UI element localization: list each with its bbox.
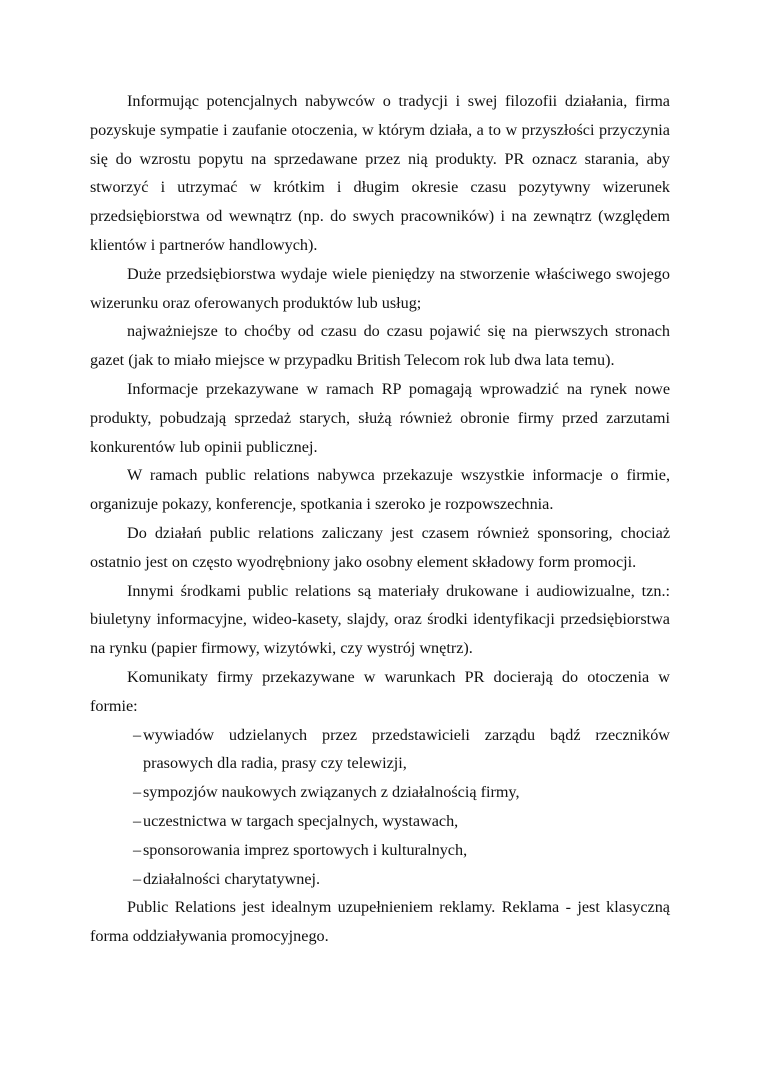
dash-marker: –	[133, 869, 142, 888]
list-item	[133, 807, 670, 836]
list-item	[133, 778, 670, 807]
list-item-text: sponsorowania imprez sportowych i kulturalnych,	[143, 840, 468, 859]
dash-marker: –	[133, 725, 142, 744]
list-item	[133, 836, 670, 865]
document-body	[90, 87, 670, 951]
list-item-text: uczestnictwa w targach specjalnych, wystawach,	[143, 811, 459, 830]
list-item-text: wywiadów udzielanych przez przedstawicieli zarządu bądź rzeczników prasowych dla radia, prasy czy telewizji,	[143, 725, 670, 773]
paragraph-other-means: Innymi środkami public relations są materiały drukowane i audiowizualne, tzn.: biuletyny informacyjne, wideo-kasety, slajdy, oraz środki identyfikacji przedsiębiorstwa na rynku (papier firmowy, wizytówki, czy wystrój wnętrz).	[90, 581, 670, 658]
paragraph-front-pages: najważniejsze to choćby od czasu do czasu pojawić się na pierwszych stronach gazet (jak to miało miejsce w przypadku British Telecom rok lub dwa lata temu).	[90, 322, 670, 370]
paragraph-pr-tradition: Informując potencjalnych nabywców o tradycji i swej filozofii działania, firma pozyskuje sympatie i zaufanie otoczenia, w którym działa, a to w przyszłości przyczynia się do wzrostu popytu na sprzedawane przez nią produkty. PR oznacz starania, aby stworzyć i utrzymać w krótkim i długim okresie czasu pozytywny wizerunek przedsiębiorstwa od wewnątrz (np. do swych pracowników) i na zewnątrz (względem klientów i partnerów handlowych).	[90, 92, 670, 254]
forms-list	[90, 721, 670, 894]
paragraph-sponsoring: Do działań public relations zaliczany jest czasem również sponsoring, chociaż ostatnio jest on często wyodrębniony jako osobny element składowy form promocji.	[90, 523, 670, 571]
paragraph-conclusion: Public Relations jest idealnym uzupełnieniem reklamy. Reklama - jest klasyczną forma oddziaływania promocyjnego.	[90, 898, 670, 946]
dash-marker: –	[133, 783, 142, 802]
list-item-text: działalności charytatywnej.	[143, 869, 321, 888]
paragraph-large-companies: Duże przedsiębiorstwa wydaje wiele pieniędzy na stworzenie właściwego swojego wizerunku oraz oferowanych produktów lub usług;	[90, 264, 670, 312]
list-item-text: sympozjów naukowych związanych z działalnością firmy,	[143, 783, 520, 802]
list-item	[133, 865, 670, 894]
list-item	[133, 721, 670, 779]
paragraph-rp-information: Informacje przekazywane w ramach RP pomagają wprowadzić na rynek nowe produkty, pobudzają sprzedaż starych, służą również obronie firmy przed zarzutami konkurentów lub opinii publicznej.	[90, 379, 670, 456]
dash-marker: –	[133, 811, 142, 830]
paragraph-pr-buyer: W ramach public relations nabywca przekazuje wszystkie informacje o firmie, organizuje pokazy, konferencje, spotkania i szeroko je rozpowszechnia.	[90, 466, 670, 514]
dash-marker: –	[133, 840, 142, 859]
paragraph-communications: Komunikaty firmy przekazywane w warunkach PR docierają do otoczenia w formie:	[90, 667, 670, 715]
